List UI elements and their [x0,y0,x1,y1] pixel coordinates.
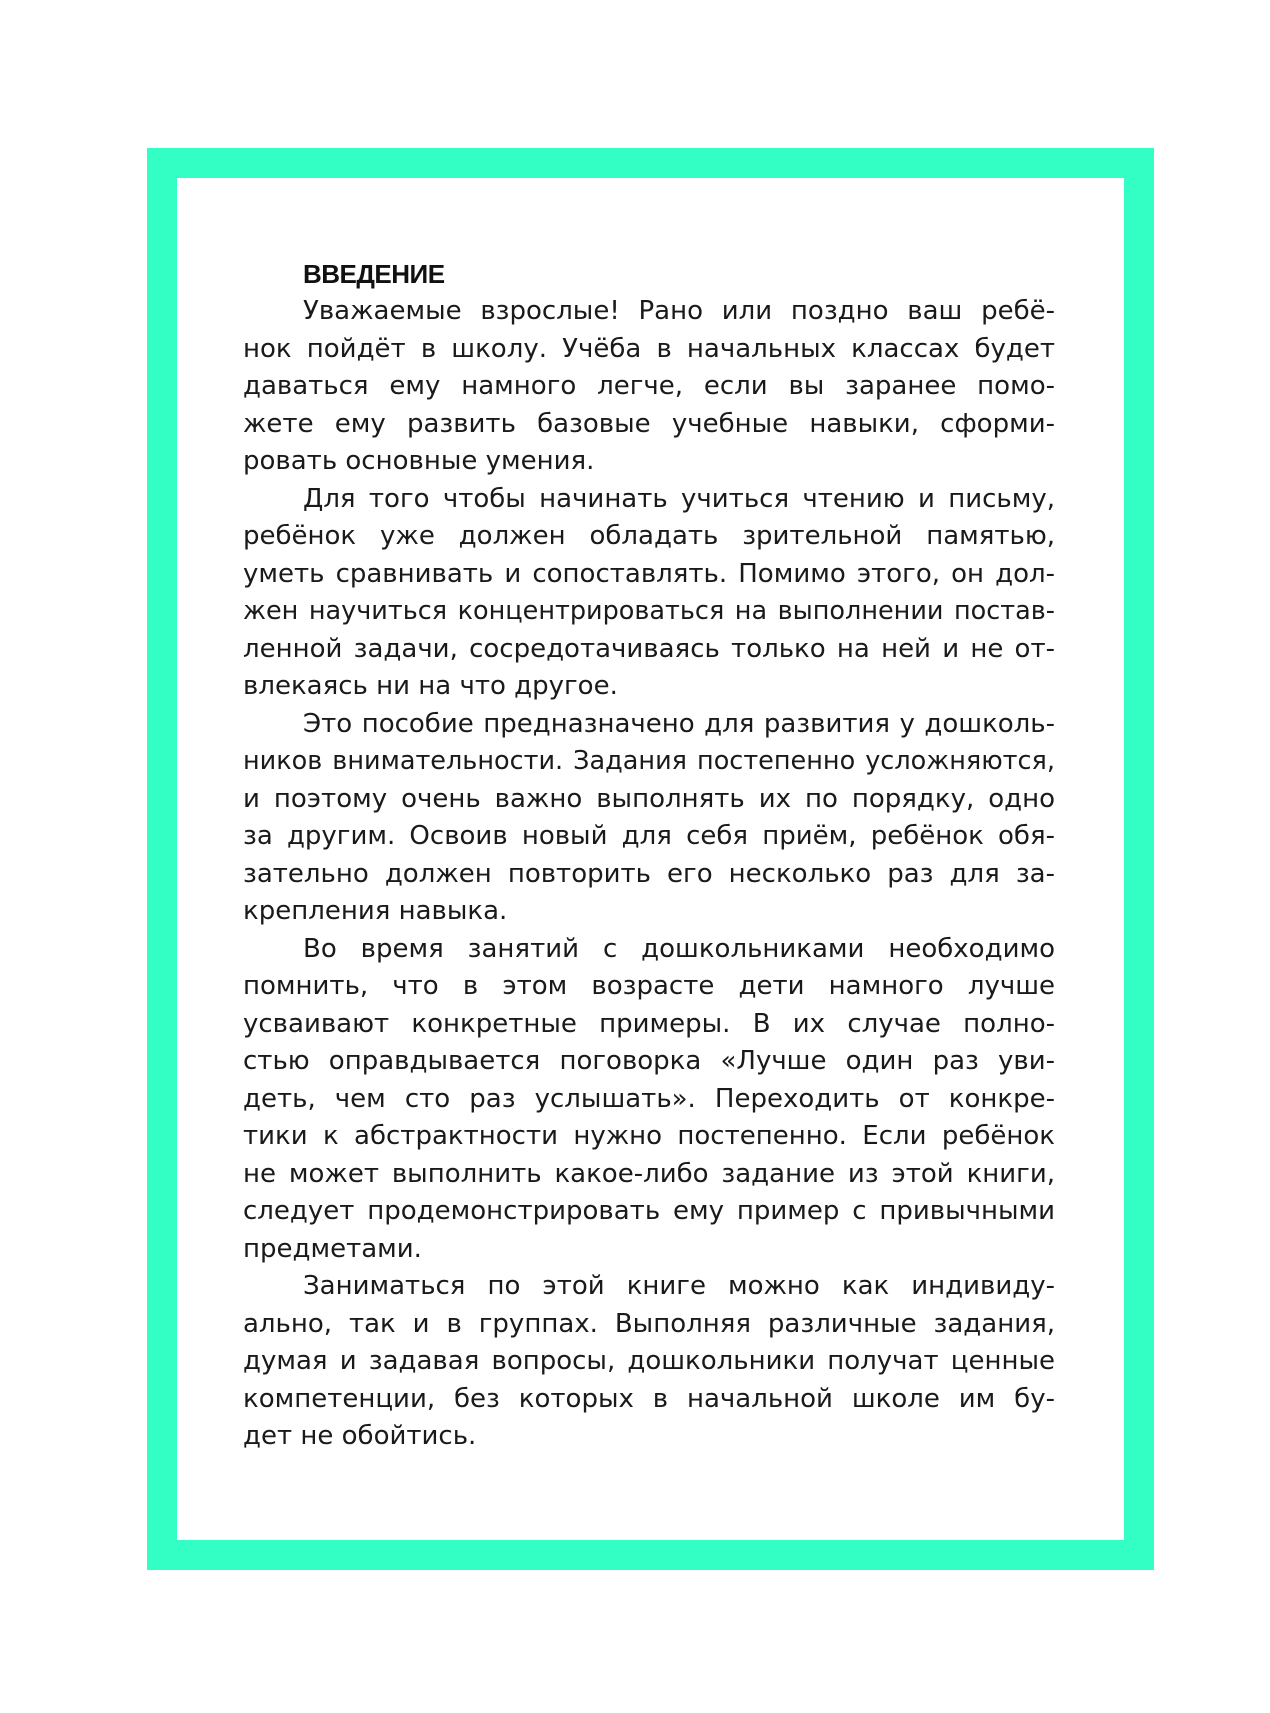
text-line: жен научиться концентрироваться на выполнении постав- [243,596,1055,626]
text-line: дет не обойтись. [243,1421,477,1451]
text-line: предметами. [243,1233,422,1264]
text-line: и поэтому очень важно выполнять их по порядку, одно [243,783,1055,814]
text-line: ровать основные умения. [243,446,595,476]
text-line: даваться ему намного легче, если вы заранее помо- [243,371,1055,401]
text-line: думая и задавая вопросы, дошкольники получат ценные [243,1346,1055,1376]
text-line: следует продемонстрировать ему пример с привычными [243,1196,1055,1226]
section-heading: ВВЕДЕНИЕ [303,259,445,289]
text-line: Это пособие предназначено для развития у дошколь- [303,708,1055,739]
text-line: Заниматься по этой книге можно как индивиду- [303,1271,1055,1301]
text-line: влекаясь ни на что другое. [243,671,618,701]
text-line: нок пойдёт в школу. Учёба в начальных классах будет [243,333,1055,364]
introduction-section [243,256,1055,1456]
text-line: Во время занятий с дошкольниками необходимо [303,933,1055,964]
text-line: ребёнок уже должен обладать зрительной памятью, [243,521,1055,551]
paragraph-2 [243,481,1055,706]
text-line: уметь сравнивать и сопоставлять. Помимо этого, он дол- [243,558,1055,589]
paragraph-5 [243,1268,1055,1456]
text-line: деть, чем сто раз услышать». Переходить от конкре- [243,1083,1055,1114]
paragraph-1 [243,293,1055,481]
text-line: за другим. Освоив новый для себя приём, ребёнок обя- [243,821,1055,851]
text-line: ально, так и в группах. Выполняя различные задания, [243,1308,1055,1339]
text-line: жете ему развить базовые учебные навыки, сформи- [243,408,1055,439]
text-line: компетенции, без которых в начальной школе им бу- [243,1383,1055,1414]
paragraph-3 [243,706,1055,931]
text-line: Для того чтобы начинать учиться чтению и письму, [303,483,1055,514]
text-line: Уважаемые взрослые! Рано или поздно ваш ребё- [303,296,1055,326]
text-line: крепления навыка. [243,896,508,926]
text-line: помнить, что в этом возрасте дети намного лучше [243,971,1055,1001]
text-line: не может выполнить какое-либо задание из этой книги, [243,1158,1055,1189]
text-line: усваивают конкретные примеры. В их случае полно- [243,1008,1055,1039]
text-line: ленной задачи, сосредотачиваясь только на ней и не от- [243,633,1055,664]
text-line: зательно должен повторить его несколько раз для за- [243,858,1055,889]
text-line: тики к абстрактности нужно постепенно. Если ребёнок [243,1121,1055,1151]
text-line: ников внимательности. Задания постепенно усложняются, [243,746,1055,776]
text-line: стью оправдывается поговорка «Лучше один раз уви- [243,1046,1055,1076]
paragraph-4 [243,931,1055,1269]
